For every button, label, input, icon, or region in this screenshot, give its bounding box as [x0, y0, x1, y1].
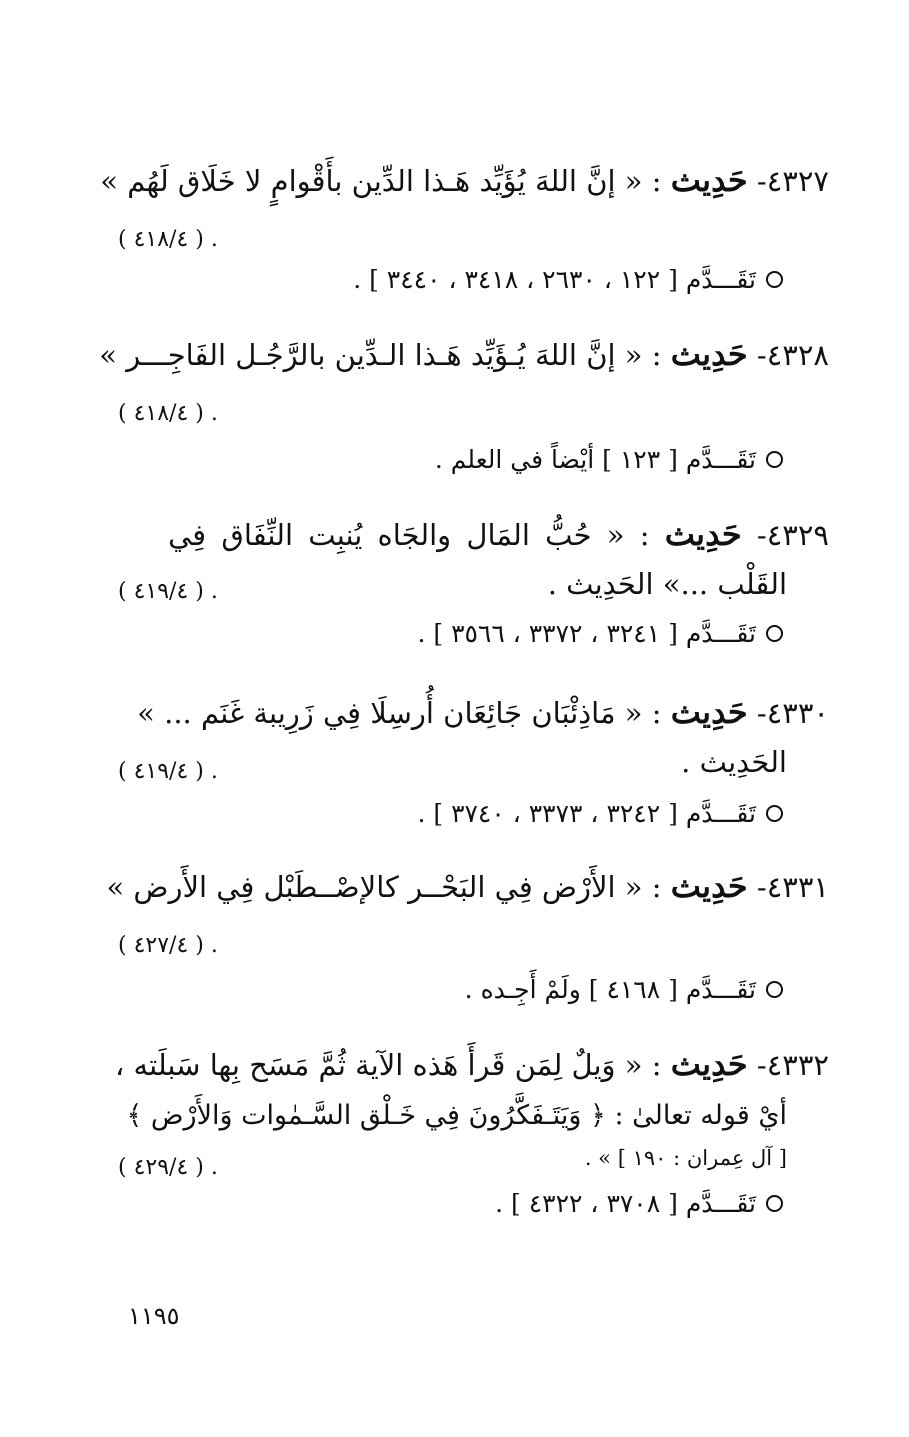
- entry-text: « مَاذِئْبَان جَائِعَان أُرسِلَا فِي زَرِيبة غَنَم ... »: [137, 696, 643, 730]
- note-text: [ ١٢٢ ، ٢٦٣٠ ، ٣٤١٨ ، ٣٤٤٠ ] .: [353, 265, 678, 294]
- entry-4330-ref: . ( ٤١٩/٤ ): [118, 759, 218, 784]
- page-number: ١١٩٥: [128, 1302, 180, 1330]
- note-label: تَقَـــدَّم: [685, 1189, 756, 1218]
- entry-4329-line-2: القَلْب ...» الحَدِيث .: [547, 567, 787, 601]
- entry-keyword: حَدِيث: [670, 693, 748, 731]
- dash: -: [756, 870, 767, 904]
- entry-4332-ref: . ( ٤٢٩/٤ ): [118, 1155, 218, 1180]
- entry-4332-line-2: أيْ قوله تعالىٰ : ﴿ وَيَتَـفَكَّرُونَ فِي خَـلْق السَّـمٰوات وَالأَرْض ﴾: [126, 1100, 787, 1131]
- note-label: تَقَـــدَّم: [685, 799, 756, 828]
- entry-4330-line-1: ٤٣٣٠- حَدِيث : « مَاذِئْبَان جَائِعَان أُرسِلَا فِي زَرِيبة غَنَم ... »: [137, 693, 829, 731]
- entry-4330-line-2: الحَدِيث .: [681, 745, 787, 779]
- dash: -: [756, 164, 767, 198]
- entry-number: ٤٣٣١: [766, 870, 829, 904]
- entry-4328-line-1: ٤٣٢٨- حَدِيث : « إنَّ اللهَ يُـؤَيِّد هَـذا الـدِّين بالرَّجُـل الفَاجِـــر »: [99, 335, 829, 373]
- entry-4329-line-1: ٤٣٢٩- حَدِيث : « حُبُّ المَال والجَاه يُنبِت النِّفَاق فِي: [168, 515, 829, 553]
- entry-text: « وَيلٌ لِمَن قَرأَ هَذه الآية ثُمَّ مَسَح بِها سَبلَته ،: [114, 1048, 643, 1082]
- entry-number: ٤٣٢٧: [766, 164, 829, 198]
- entry-keyword: حَدِيث: [670, 335, 748, 373]
- circle-bullet-icon: [766, 625, 783, 642]
- entry-keyword: حَدِيث: [670, 867, 748, 905]
- note-text: [ ٤١٦٨ ] ولَمْ أَجِـده .: [464, 975, 678, 1004]
- entry-keyword: حَدِيث: [670, 161, 748, 199]
- note-text: [ ٣٧٠٨ ، ٤٣٢٢ ] .: [495, 1189, 678, 1218]
- entry-4327-ref: . ( ٤١٨/٤ ): [118, 227, 218, 252]
- circle-bullet-icon: [766, 1195, 783, 1212]
- entry-text: « إنَّ اللهَ يُؤَيِّد هَـذا الدِّين بأَقْوامٍ لا خَلَاق لَهُم »: [100, 164, 643, 198]
- circle-bullet-icon: [766, 451, 783, 468]
- entry-4331-note: [465, 972, 783, 1008]
- entry-4329-ref: . ( ٤١٩/٤ ): [118, 579, 218, 604]
- dash: -: [756, 518, 767, 552]
- entry-4332-line-1: ٤٣٣٢- حَدِيث : « وَيلٌ لِمَن قَرأَ هَذه الآية ثُمَّ مَسَح بِها سَبلَته ،: [114, 1045, 829, 1083]
- entry-number: ٤٣٣٠: [766, 696, 829, 730]
- entry-keyword: حَدِيث: [670, 1045, 748, 1083]
- entry-text: « الأَرْض فِي البَحْــر كالإصْــطَبْل فِي الأَرض »: [106, 870, 643, 904]
- note-text: [ ٣٢٤٢ ، ٣٣٧٣ ، ٣٧٤٠ ] .: [417, 799, 678, 828]
- dash: -: [756, 1048, 767, 1082]
- circle-bullet-icon: [766, 805, 783, 822]
- entry-4328-ref: . ( ٤١٨/٤ ): [118, 401, 218, 426]
- note-label: تَقَـــدَّم: [685, 265, 756, 294]
- dash: -: [756, 338, 767, 372]
- entry-4331-line-1: ٤٣٣١- حَدِيث : « الأَرْض فِي البَحْــر كالإصْــطَبْل فِي الأَرض »: [106, 867, 829, 905]
- dash: -: [756, 696, 767, 730]
- entry-4329-note: [417, 616, 783, 652]
- circle-bullet-icon: [766, 981, 783, 998]
- note-label: تَقَـــدَّم: [685, 619, 756, 648]
- entry-keyword: حَدِيث: [664, 515, 742, 553]
- entry-4331-ref: . ( ٤٢٧/٤ ): [118, 933, 218, 958]
- note-text: [ ٣٢٤١ ، ٣٣٧٢ ، ٣٥٦٦ ] .: [417, 619, 678, 648]
- entry-4330-note: [417, 796, 783, 832]
- note-label: تَقَـــدَّم: [685, 975, 756, 1004]
- entry-number: ٤٣٢٩: [766, 518, 829, 552]
- entry-text: « إنَّ اللهَ يُـؤَيِّد هَـذا الـدِّين بالرَّجُـل الفَاجِـــر »: [99, 338, 643, 372]
- entry-4327-note: [353, 262, 783, 298]
- entry-number: ٤٣٣٢: [766, 1048, 829, 1082]
- entry-number: ٤٣٢٨: [766, 338, 829, 372]
- entry-text: « حُبُّ المَال والجَاه يُنبِت النِّفَاق فِي: [168, 518, 625, 552]
- entry-4328-note: [435, 442, 783, 478]
- entry-4327-line-1: ٤٣٢٧- حَدِيث : « إنَّ اللهَ يُؤَيِّد هَـذا الدِّين بأَقْوامٍ لا خَلَاق لَهُم »: [100, 161, 829, 199]
- note-text: [ ١٢٣ ] أيْضاً في العلم .: [434, 445, 678, 474]
- circle-bullet-icon: [766, 271, 783, 288]
- note-label: تَقَـــدَّم: [685, 445, 756, 474]
- entry-4332-note: [495, 1186, 783, 1222]
- entry-4332-line-3: [ آل عِمران : ١٩٠ ] » .: [584, 1146, 787, 1170]
